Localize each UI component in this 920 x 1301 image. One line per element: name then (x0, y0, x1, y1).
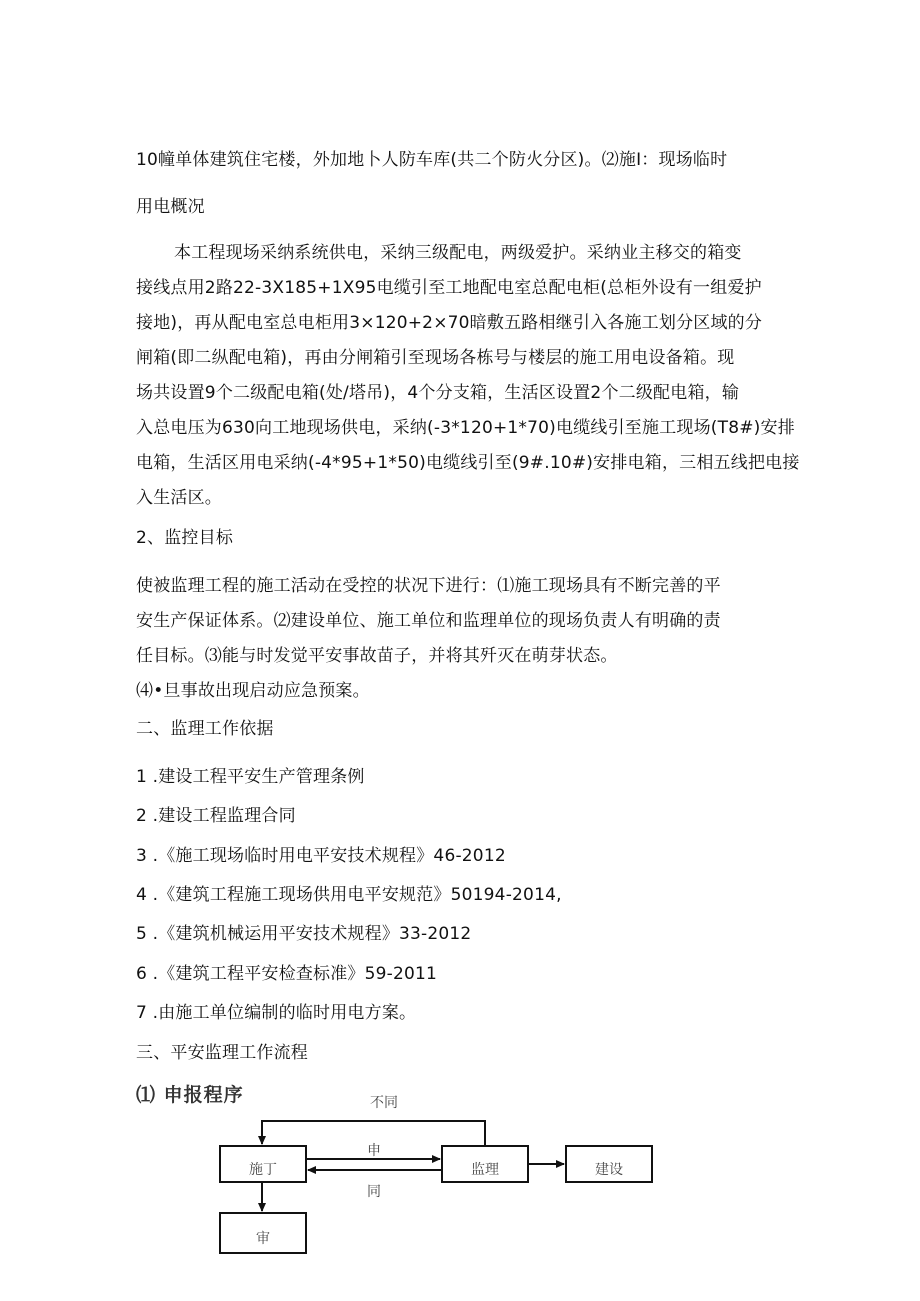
paragraph-2-line: 接线点用2路22-3X185+1X95电缆引至工地配电室总配电柜(总柜外设有一组爱护 (136, 278, 762, 298)
box-supervision (442, 1146, 528, 1182)
paragraph-2-line: 场共设置9个二级配电箱(处/塔吊)，4个分支箱，生活区设置2个二级配电箱，输 (136, 383, 740, 403)
basis-list-item: 1 .建设工程平安生产管理条例 (136, 767, 365, 787)
paragraph-2-line: 本工程现场采纳系统供电，采纳三级配电，两级爱护。采纳业主移交的箱变 (174, 243, 742, 263)
paragraph-2-line: 入生活区。 (136, 488, 222, 508)
box-owner-label: 建设 (595, 1162, 623, 1178)
section-heading-basis: 二、监理工作依据 (136, 719, 274, 739)
basis-list-item: 7 .由施工单位编制的临时用电方案。 (136, 1003, 417, 1023)
paragraph-2-line: 闸箱(即二纵配电箱)，再由分闸箱引至现场各栋号与楼层的施工用电设备箱。现 (136, 348, 735, 368)
flow-subheading: ⑴ 申报程序 (136, 1084, 244, 1106)
paragraph-1-line-1: 10幢单体建筑住宅楼，外加地卜人防车库(共二个防火分区)。⑵施I：现场临时 (136, 150, 728, 170)
section-heading-flow: 三、平安监理工作流程 (136, 1043, 308, 1063)
box-construction (220, 1146, 306, 1182)
box-construction-label: 施丁 (249, 1162, 277, 1178)
box-review (220, 1213, 306, 1253)
basis-list-item: 3 .《施工现场临时用电平安技术规程》46-2012 (136, 846, 506, 866)
box-supervision-label: 监理 (471, 1162, 499, 1178)
box-owner (566, 1146, 652, 1182)
paragraph-2-line: 入总电压为630向工地现场供电，采纳(-3*120+1*70)电缆线引至施工现场(T8#)安排 (136, 418, 795, 438)
paragraph-2-line: 接地)，再从配电室总电柜用3×120+2×70暗敷五路相继引入各施工划分区域的分 (136, 313, 763, 333)
goal-line: 安生产保证体系。⑵建设单位、施工单位和监理单位的现场负责人有明确的责 (136, 611, 721, 631)
section-heading-goal: 2、监控目标 (136, 528, 234, 548)
flow-label-disagree: 不同 (370, 1095, 398, 1111)
paragraph-1-line-2: 用电概况 (136, 197, 205, 217)
goal-line: ⑷•旦事故出现启动应急预案。 (136, 681, 370, 701)
flow-label-agree: 同 (367, 1184, 381, 1200)
goal-line: 使被监理工程的施工活动在受控的状况下进行：⑴施工现场具有不断完善的平 (136, 576, 721, 596)
basis-list-item: 6 .《建筑工程平安检查标准》59-2011 (136, 964, 438, 984)
paragraph-2-line: 电箱，生活区用电采纳(-4*95+1*50)电缆线引至(9#.10#)安排电箱，三相五线把电接 (136, 453, 800, 473)
flow-label-apply: 申 (367, 1143, 381, 1159)
arrow-feedback-loop (262, 1121, 485, 1146)
box-review-label: 审 (256, 1231, 270, 1247)
goal-line: 任目标。⑶能与时发觉平安事故苗子，并将其歼灭在萌芽状态。 (136, 646, 618, 666)
basis-list-item: 5 .《建筑机械运用平安技术规程》33-2012 (136, 924, 472, 944)
basis-list-item: 4 .《建筑工程施工现场供用电平安规范》50194-2014, (136, 885, 562, 905)
basis-list-item: 2 .建设工程监理合同 (136, 806, 296, 826)
